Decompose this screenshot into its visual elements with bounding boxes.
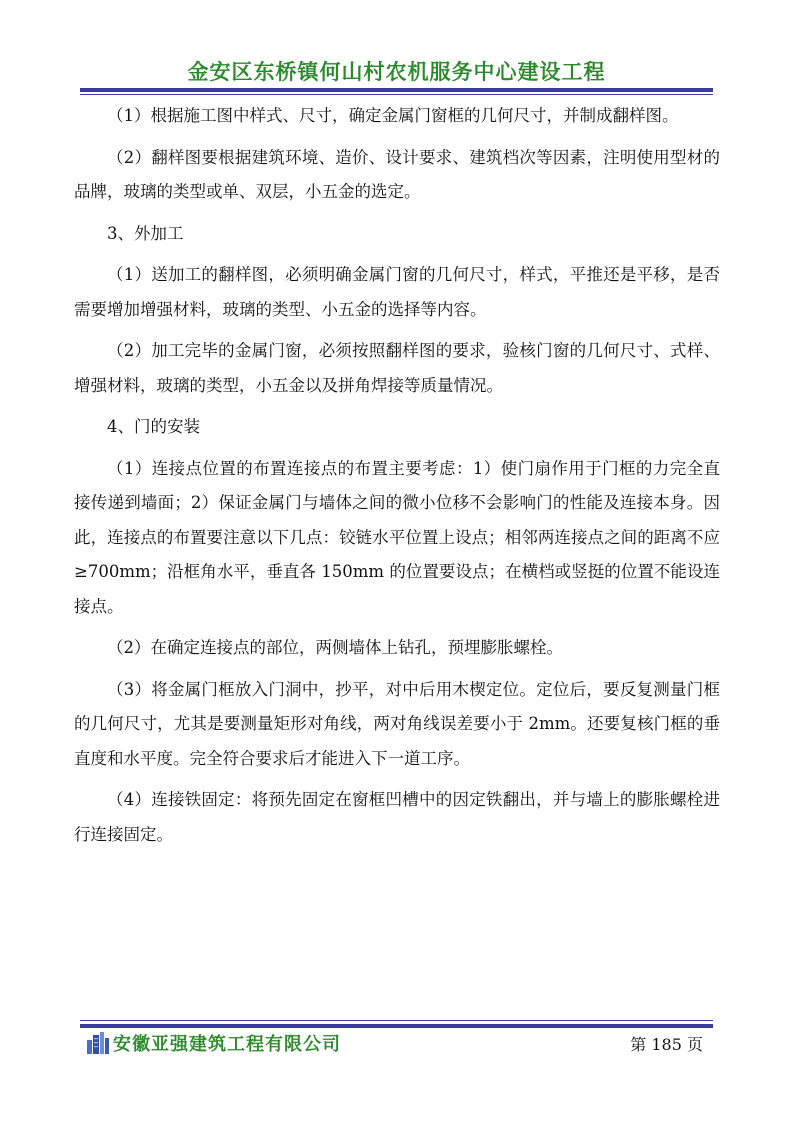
header-rule-thin xyxy=(80,94,713,95)
document-title: 金安区东桥镇何山村农机服务中心建设工程 xyxy=(187,60,606,84)
page-number: 第 185 页 xyxy=(630,1035,703,1054)
paragraph: （1）送加工的翻样图，必须明确金属门窗的几何尺寸，样式，平推还是平移，是否需要增加增强材料，玻璃的类型、小五金的选择等内容。 xyxy=(74,265,720,319)
footer-rule-thick xyxy=(80,1024,713,1028)
page-footer xyxy=(80,1030,713,1058)
header-rule-thick xyxy=(80,88,713,92)
footer-rule-thin xyxy=(80,1020,713,1021)
section-heading: 4、门的安装 xyxy=(107,417,200,436)
paragraph: （2）加工完毕的金属门窗，必须按照翻样图的要求，验核门窗的几何尺寸、式样、增强材料，玻璃的类型，小五金以及拼角焊接等质量情况。 xyxy=(74,341,720,395)
paragraph: （4）连接铁固定：将预先固定在窗框凹槽中的因定铁翻出，并与墙上的膨胀螺栓进行连接固定。 xyxy=(74,790,720,844)
paragraph: （3）将金属门框放入门洞中，抄平，对中后用木楔定位。定位后，要反复测量门框的几何尺寸，尤其是要测量矩形对角线，两对角线误差要小于 2mm。还要复核门框的垂直度和水平度。完全符合要求后才能进入下一道工序。 xyxy=(74,679,720,768)
document-body xyxy=(74,99,720,859)
paragraph: （2）翻样图要根据建筑环境、造价、设计要求、建筑档次等因素，注明使用型材的品牌，玻璃的类型或单、双层，小五金的选定。 xyxy=(74,147,720,201)
section-heading: 3、外加工 xyxy=(107,223,184,243)
paragraph: （2）在确定连接点的部位，两侧墙体上钻孔，预埋膨胀螺栓。 xyxy=(107,638,563,657)
paragraph: （1）连接点位置的布置连接点的布置主要考虑：1）使门扇作用于门框的力完全直接传递到墙面；2）保证金属门与墙体之间的微小位移不会影响门的性能及连接本身。因此，连接点的布置要注意以下几点：铰链水平位置上设点；相邻两连接点之间的距离不应≥700mm；沿框角水平，垂直各 150mm 的位置要设点；在横档或竖挺的位置不能设连接点。 xyxy=(74,458,720,616)
company-name: 安徽亚强建筑工程有限公司 xyxy=(113,1034,341,1055)
building-logo-icon xyxy=(86,1032,110,1054)
paragraph: （1）根据施工图中样式、尺寸，确定金属门窗框的几何尺寸，并制成翻样图。 xyxy=(107,106,679,125)
